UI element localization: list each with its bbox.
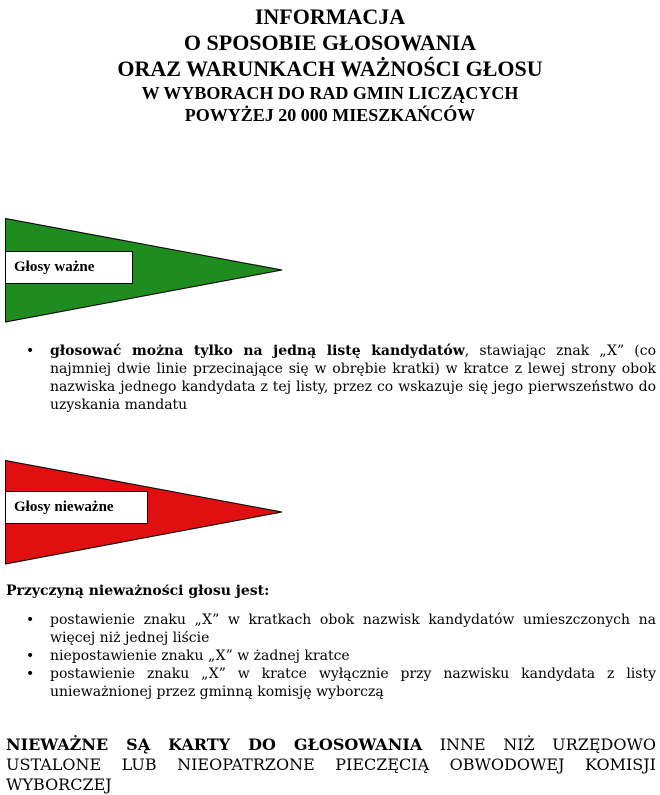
list-item	[6, 611, 656, 647]
document-title	[0, 4, 660, 126]
title-line-5: POWYŻEJ 20 000 MIESZKAŃCÓW	[184, 105, 476, 125]
title-line-1: INFORMACJA	[254, 4, 406, 29]
notice-text: INNE NIŻ URZĘDOWO USTALONE LUB NIEOPATRZONE PIECZĘCIĄ OBWODOWEJ KOMISJI WYBORCZEJ	[6, 735, 657, 794]
invalid-ballots-notice	[6, 735, 656, 795]
invalid-causes-list	[6, 611, 656, 701]
invalid-cause-text: postawienie znaku „X” w kratce wyłącznie przy nazwisku kandydata z listy unieważnionej przez gminną komisję wyborczą	[50, 666, 656, 700]
list-item	[6, 665, 656, 701]
title-line-4: W WYBORACH DO RAD GMIN LICZĄCYCH	[141, 83, 519, 103]
bullet-icon: •	[26, 666, 35, 682]
invalid-cause-text: niepostawienie znaku „X” w żadnej kratce	[50, 648, 350, 664]
valid-rule-text: , stawiając znak „X” (co najmniej dwie linie przecinające się w obrębie kratki) w kratce z lewej strony obok nazwiska jednego kandydata z tej listy, przez co wskazuje się jego pierwszeństwo do uzyskania mandatu	[50, 343, 656, 413]
notice-bold: NIEWAŻNE SĄ KARTY DO GŁOSOWANIA	[6, 735, 423, 754]
valid-rule-bold: głosować można tylko na jedną listę kandydatów	[50, 343, 465, 359]
bullet-icon: •	[26, 343, 35, 359]
bullet-icon: •	[26, 648, 35, 664]
valid-votes-label: Głosy ważne	[5, 251, 133, 284]
title-line-2: O SPOSOBIE GŁOSOWANIA	[183, 30, 477, 55]
invalid-cause-heading: Przyczyną nieważności głosu jest:	[6, 583, 270, 599]
list-item	[6, 647, 656, 665]
invalid-cause-text: postawienie znaku „X” w kratkach obok nazwisk kandydatów umieszczonych na więcej niż jednej liście	[50, 612, 656, 646]
list-item	[6, 342, 656, 414]
bullet-icon: •	[26, 612, 35, 628]
invalid-votes-label: Głosy nieważne	[5, 491, 148, 524]
title-line-3: ORAZ WARUNKACH WAŻNOŚCI GŁOSU	[117, 56, 543, 81]
valid-votes-list	[6, 342, 656, 414]
